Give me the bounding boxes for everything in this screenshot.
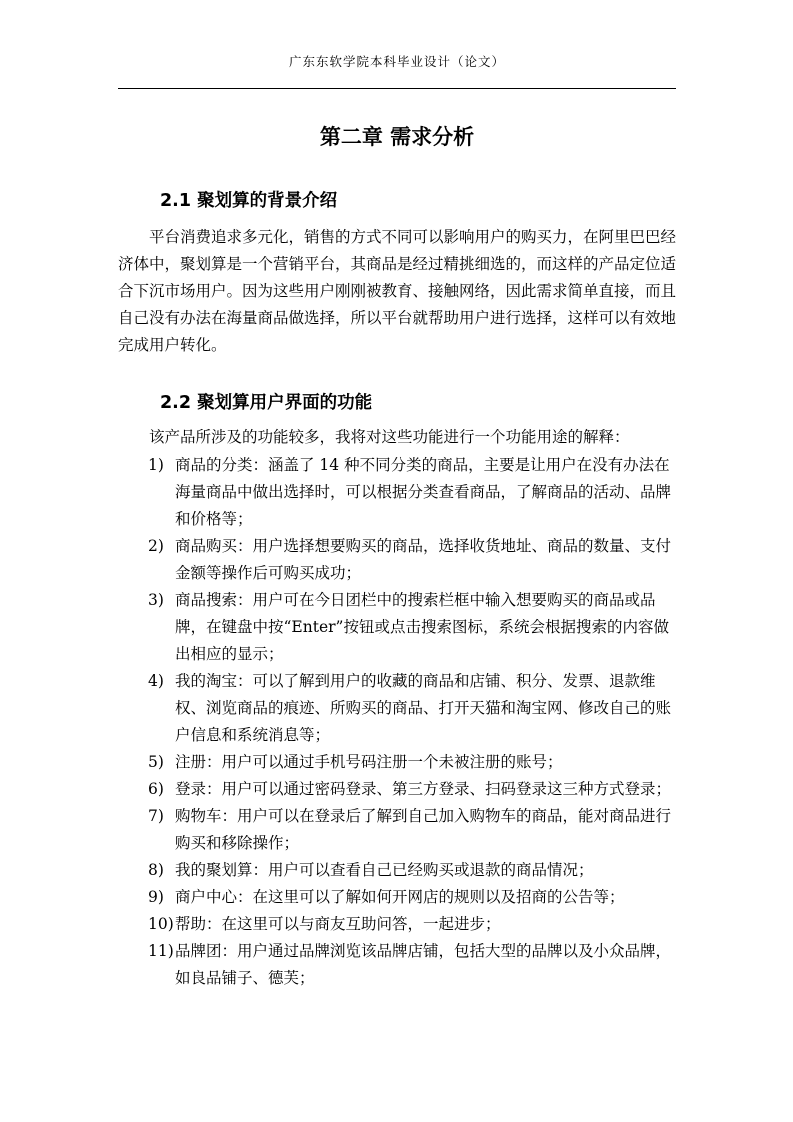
list-item (118, 533, 676, 587)
list-item (118, 857, 676, 884)
list-item (118, 776, 676, 803)
list-item (118, 668, 676, 749)
list-item-number: 3) (148, 591, 164, 609)
section-heading-2-2: 2.2 聚划算用户界面的功能 (160, 393, 373, 413)
list-item (118, 884, 676, 911)
chapter-title: 第二章 需求分析 (319, 125, 475, 149)
list-item-text: 注册：用户可以通过手机号码注册一个未被注册的账号； (175, 753, 563, 771)
page-header: 广东东软学院本科毕业设计（论文） (288, 54, 505, 69)
list-item-number: 1) (148, 456, 164, 474)
list-item (118, 938, 676, 992)
list-item-text: 帮助：在这里可以与商友互助问答，一起进步； (175, 915, 501, 933)
list-item-text: 我的聚划算：用户可以查看自己已经购买或退款的商品情况； (175, 861, 594, 879)
list-item-text: 购物车：用户可以在登录后了解到自己加入购物车的商品，能对商品进行购买和移除操作； (175, 807, 672, 852)
list-item (118, 587, 676, 668)
list-item (118, 803, 676, 857)
list-item-number: 9) (148, 888, 164, 906)
list-item (118, 452, 676, 533)
list-item-text: 我的淘宝：可以了解到用户的收藏的商品和店铺、积分、发票、退款维权、浏览商品的痕迹、所购买的商品、打开天猫和淘宝网、修改自己的账户信息和系统消息等； (175, 672, 672, 744)
list-item-text: 品牌团：用户通过品牌浏览该品牌店铺，包括大型的品牌以及小众品牌，如良品铺子、德芙； (175, 942, 672, 987)
list-item-number: 11) (148, 942, 174, 960)
list-item-text: 商品购买：用户选择想要购买的商品，选择收货地址、商品的数量、支付金额等操作后可购买成功； (175, 537, 672, 582)
list-item (118, 749, 676, 776)
section-heading-2-1: 2.1 聚划算的背景介绍 (160, 191, 338, 211)
list-item-number: 4) (148, 672, 164, 690)
list-item (118, 911, 676, 938)
list-item-number: 10) (148, 915, 174, 933)
list-item-text: 登录：用户可以通过密码登录、第三方登录、扫码登录这三种方式登录； (175, 780, 672, 798)
list-item-number: 2) (148, 537, 164, 555)
list-item-text: 商户中心：在这里可以了解如何开网店的规则以及招商的公告等； (175, 888, 625, 906)
list-item-text: 商品搜索：用户可在今日团栏中的搜索栏框中输入想要购买的商品或品牌，在键盘中按“Enter”按钮或点击搜索图标，系统会根据搜索的内容做出相应的显示； (175, 591, 669, 663)
section-2-1-paragraph: 平台消费追求多元化，销售的方式不同可以影响用户的购买力，在阿里巴巴经济体中，聚划算是一个营销平台，其商品是经过精挑细选的，而这样的产品定位适合下沉市场用户。因为这些用户刚刚被教育、接触网络，因此需求简单直接，而且自己没有办法在海量商品做选择，所以平台就帮助用户进行选择，这样可以有效地完成用户转化。 (118, 228, 677, 354)
section-2-2-intro: 该产品所涉及的功能较多，我将对这些功能进行一个功能用途的解释： (149, 428, 630, 446)
list-item-number: 7) (148, 807, 164, 825)
list-item-text: 商品的分类：涵盖了 14 种不同分类的商品，主要是让用户在没有办法在海量商品中做出选择时，可以根据分类查看商品，了解商品的活动、品牌和价格等； (175, 456, 672, 528)
header-divider (118, 88, 676, 89)
list-item-number: 5) (148, 753, 164, 771)
list-item-number: 6) (148, 780, 164, 798)
list-item-number: 8) (148, 861, 164, 879)
function-list (118, 452, 676, 992)
